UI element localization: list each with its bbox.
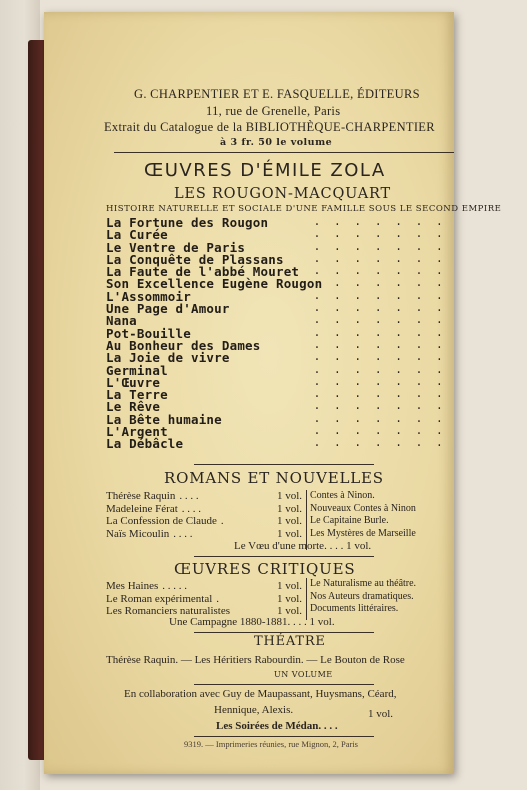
leader-dots: . . . . . . . xyxy=(313,337,446,352)
leader-dots: . . . . . . . xyxy=(313,362,446,377)
footer-rule xyxy=(194,736,374,737)
entry-title: Thérèse Raquin xyxy=(106,490,176,502)
entry-row xyxy=(106,580,306,593)
collab-volume: 1 vol. xyxy=(368,708,394,720)
entry-volume: 1 vol. xyxy=(276,502,302,515)
entry-volume: 1 vol. xyxy=(276,592,302,605)
imprint: 9319. — Imprimeries réunies, rue Mignon, 2, Paris xyxy=(184,739,358,749)
publisher-address: 11, rue de Grenelle, Paris xyxy=(206,104,341,118)
theatre-rule-bottom xyxy=(194,684,374,685)
main-title: ŒUVRES D'ÉMILE ZOLA xyxy=(144,160,386,181)
entry-row-right: Le Naturalisme au théâtre. xyxy=(310,578,417,589)
entry-title: La Confession de Claude xyxy=(106,515,217,527)
theatre-works: Thérèse Raquin. — Les Héritiers Rabourdin. — Le Bouton de Rose xyxy=(106,654,405,666)
entry-dots: . xyxy=(220,515,224,527)
work-title: La Curée xyxy=(106,227,168,243)
leader-dots: . . . . . . . xyxy=(313,251,446,266)
entry-row xyxy=(106,490,306,503)
entry-title: Mes Haines xyxy=(106,580,159,592)
catalogue-page xyxy=(44,12,502,774)
leader-dots: . . . . . . . xyxy=(313,313,446,328)
work-title: La Débâcle xyxy=(106,436,184,452)
critiques-heading: ŒUVRES CRITIQUES xyxy=(174,560,356,578)
romans-heading: ROMANS ET NOUVELLES xyxy=(164,469,384,487)
work-title: Le Rêve xyxy=(106,399,161,415)
soirees-de-medan: Les Soirées de Médan. . . . xyxy=(216,720,338,732)
publisher-name: G. CHARPENTIER ET E. FASQUELLE, ÉDITEURS xyxy=(134,87,420,101)
work-title: La Conquête de Plassans xyxy=(106,251,284,267)
leader-dots: . . . . . . . xyxy=(313,374,446,389)
entry-dots: . . . . xyxy=(179,490,199,502)
romans-right-column xyxy=(310,490,450,540)
entry-row-right: Nouveaux Contes à Ninon xyxy=(310,502,416,514)
entry-row xyxy=(106,593,306,606)
entry-volume: 1 vol. xyxy=(276,515,302,527)
entry-row xyxy=(106,528,306,541)
entry-row xyxy=(106,503,306,516)
entry-volume: 1 vol. xyxy=(276,580,302,592)
entry-row-right: Nos Auteurs dramatiques. xyxy=(310,590,414,602)
entry-dots: . xyxy=(216,592,220,605)
rougon-heading: LES ROUGON-MACQUART xyxy=(174,186,391,202)
critiques-rule xyxy=(194,556,374,557)
work-title: La Terre xyxy=(106,387,168,403)
leader-dots: . . . . . . . xyxy=(313,264,446,279)
entry-title: Les Romanciers naturalistes xyxy=(106,605,231,617)
work-title: L'Assommoir xyxy=(106,288,191,304)
leader-dots: . . . . . . . xyxy=(313,424,446,439)
leader-dots: . . . . . . . xyxy=(313,350,446,365)
work-title: La Joie de vivre xyxy=(106,350,230,366)
work-title: La Faute de l'abbé Mouret xyxy=(106,264,300,280)
leader-dots: . . . . . . . xyxy=(313,411,446,426)
leader-dots: . . . . . . . xyxy=(313,387,446,402)
work-title: Au Bonheur des Dames xyxy=(106,337,261,353)
leader-dots: . . . . . . . xyxy=(313,399,446,414)
work-title: L'Argent xyxy=(106,424,168,440)
entry-volume: 1 vol. xyxy=(276,527,302,540)
work-title: Pot-Bouille xyxy=(106,325,191,341)
theatre-volume: UN VOLUME xyxy=(274,670,333,679)
critiques-left-column xyxy=(106,580,306,618)
entry-row-right: Contes à Ninon. xyxy=(310,490,375,501)
theatre-rule xyxy=(194,632,374,633)
leader-dots: . . . . . . . xyxy=(313,215,446,229)
header-rule xyxy=(114,152,454,153)
work-title: Nana xyxy=(106,313,137,329)
work-title: La Bête humaine xyxy=(106,411,222,427)
critiques-last: Une Campagne 1880-1881. . . . 1 vol. xyxy=(169,616,335,628)
catalogue-extract: Extrait du Catalogue de la BIBLIOTHÈQUE-CHARPENTIER xyxy=(104,120,435,134)
critiques-separator xyxy=(306,578,307,620)
entry-dots: . . . . xyxy=(173,527,193,540)
romans-last: Le Vœu d'une morte. . . . 1 vol. xyxy=(234,540,372,552)
leader-dots: . . . . . . . xyxy=(313,276,446,291)
critiques-right-column xyxy=(310,578,450,616)
entry-row-right: Le Capitaine Burle. xyxy=(310,515,389,526)
entry-row xyxy=(106,515,306,528)
work-title: Son Excellence Eugène Rougon xyxy=(106,276,323,292)
work-title: Une Page d'Amour xyxy=(106,301,230,317)
leader-dots: . . . . . . . xyxy=(313,288,446,303)
entry-row-right: Documents littéraires. xyxy=(310,603,399,614)
collab-line1: En collaboration avec Guy de Maupassant, Huysmans, Céard, xyxy=(124,688,397,700)
entry-dots: . . . . . xyxy=(162,580,187,592)
work-item xyxy=(106,436,446,452)
leader-dots: . . . . . . . xyxy=(313,436,446,451)
entry-title: Le Roman expérimental xyxy=(106,592,213,605)
work-title: La Fortune des Rougon xyxy=(106,215,269,230)
price-line: à 3 fr. 50 le volume xyxy=(220,137,333,148)
leader-dots: . . . . . . . xyxy=(313,325,446,340)
work-title: L'Œuvre xyxy=(106,374,161,390)
collab-line2: Hennique, Alexis. xyxy=(214,704,294,716)
rougon-subheading: HISTOIRE NATURELLE ET SOCIALE D'UNE FAMILLE SOUS LE SECOND EMPIRE xyxy=(106,204,502,214)
work-title: Le Ventre de Paris xyxy=(106,239,246,255)
entry-title: Madeleine Férat xyxy=(106,502,178,515)
theatre-heading: THÉATRE xyxy=(254,634,326,649)
entry-dots: . . . . xyxy=(181,502,202,515)
entry-row-right: Les Mystères de Marseille xyxy=(310,527,416,539)
entry-volume: 1 vol. xyxy=(276,490,302,502)
entry-volume: 1 vol. xyxy=(276,605,302,617)
works-list xyxy=(106,216,446,450)
romans-left-column xyxy=(106,490,306,540)
leader-dots: . . . . . . . xyxy=(313,239,446,254)
work-title: Germinal xyxy=(106,362,168,378)
leader-dots: . . . . . . . xyxy=(313,301,446,316)
leader-dots: . . . . . . . xyxy=(313,227,446,242)
entry-title: Naïs Micoulin xyxy=(106,527,170,540)
romans-rule xyxy=(194,464,374,465)
